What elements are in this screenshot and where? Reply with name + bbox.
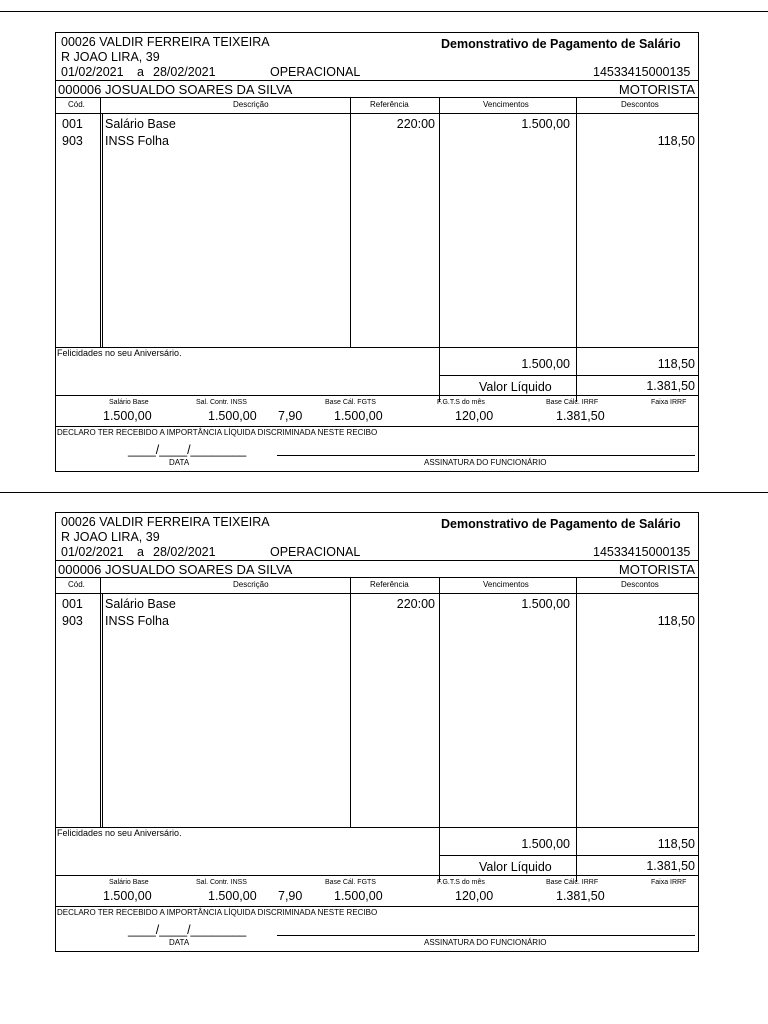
- column-line: [102, 113, 103, 347]
- employee-role: MOTORISTA: [618, 82, 695, 97]
- payslip-2: [55, 512, 699, 952]
- period-separator: a: [137, 545, 144, 559]
- label-irrf-base: Base Cálc. IRRF: [546, 879, 599, 886]
- period-end: 28/02/2021: [153, 545, 216, 559]
- divider: [56, 906, 698, 907]
- divider: [56, 426, 698, 427]
- value-inss-contribution-salary: 1.500,00: [208, 409, 257, 423]
- column-header-earnings: Vencimentos: [483, 580, 529, 589]
- column-line: [439, 577, 440, 882]
- net-value: 1.381,50: [646, 379, 695, 393]
- value-fgts-base: 1.500,00: [334, 409, 383, 423]
- row-description: Salário Base: [105, 117, 176, 131]
- period-end: 28/02/2021: [153, 65, 216, 79]
- column-header-deductions: Descontos: [621, 100, 659, 109]
- row-reference: 220:00: [396, 597, 435, 611]
- divider: [439, 855, 698, 856]
- period-start: 01/02/2021: [61, 545, 124, 559]
- value-inss-rate: 7,90: [278, 889, 303, 903]
- column-line: [576, 577, 577, 882]
- birthday-message: Felicidades no seu Aniversário.: [57, 348, 182, 358]
- column-line: [350, 577, 351, 827]
- divider: [56, 80, 698, 81]
- row-deductions: 118,50: [657, 134, 695, 148]
- divider: [56, 560, 698, 561]
- row-code: 001: [62, 117, 83, 131]
- document-title: Demonstrativo de Pagamento de Salário: [441, 37, 681, 51]
- date-label: DATA: [169, 458, 190, 467]
- row-deductions: 118,50: [657, 614, 695, 628]
- net-value: 1.381,50: [646, 859, 695, 873]
- row-code: 903: [62, 134, 83, 148]
- value-irrf-base: 1.381,50: [556, 409, 605, 423]
- page-separator-top: [0, 11, 768, 12]
- row-earnings: 1.500,00: [521, 597, 570, 611]
- divider: [56, 577, 698, 578]
- column-header-reference: Referência: [370, 100, 409, 109]
- label-irrf-base: Base Cálc. IRRF: [546, 399, 599, 406]
- department: OPERACIONAL: [270, 545, 361, 559]
- period-separator: a: [137, 65, 144, 79]
- column-line: [102, 593, 103, 827]
- row-description: INSS Folha: [105, 614, 169, 628]
- label-inss-contribution-salary: Sal. Contr. INSS: [196, 879, 247, 886]
- value-base-salary: 1.500,00: [103, 409, 152, 423]
- label-base-salary: Salário Base: [109, 879, 149, 886]
- column-header-earnings: Vencimentos: [483, 100, 529, 109]
- row-reference: 220:00: [396, 117, 435, 131]
- value-inss-rate: 7,90: [278, 409, 303, 423]
- divider: [56, 97, 698, 98]
- receipt-declaration: DECLARO TER RECEBIDO A IMPORTÂNCIA LÍQUIDA DISCRIMINADA NESTE RECIBO: [57, 428, 378, 437]
- value-fgts-month: 120,00: [455, 889, 494, 903]
- date-blank: ____/____/________: [128, 923, 247, 937]
- value-irrf-base: 1.381,50: [556, 889, 605, 903]
- column-line: [350, 97, 351, 347]
- total-deductions: 118,50: [657, 837, 695, 851]
- column-header-reference: Referência: [370, 580, 409, 589]
- divider: [439, 375, 698, 376]
- column-line: [100, 577, 101, 827]
- signature-label: ASSINATURA DO FUNCIONÁRIO: [424, 458, 547, 467]
- column-line: [576, 97, 577, 402]
- label-fgts-month: F.G.T.S do mês: [437, 399, 485, 406]
- signature-line: [277, 455, 695, 456]
- employer-cnpj: 14533415000135: [593, 545, 691, 559]
- divider: [56, 395, 698, 396]
- value-base-salary: 1.500,00: [103, 889, 152, 903]
- divider: [56, 593, 698, 594]
- label-irrf-bracket: Faixa IRRF: [651, 879, 687, 886]
- total-earnings: 1.500,00: [521, 837, 570, 851]
- receipt-declaration: DECLARO TER RECEBIDO A IMPORTÂNCIA LÍQUIDA DISCRIMINADA NESTE RECIBO: [57, 908, 378, 917]
- value-inss-contribution-salary: 1.500,00: [208, 889, 257, 903]
- total-earnings: 1.500,00: [521, 357, 570, 371]
- column-line: [439, 97, 440, 402]
- label-fgts-month: F.G.T.S do mês: [437, 879, 485, 886]
- label-fgts-base: Base Cál. FGTS: [325, 879, 376, 886]
- page-separator-middle: [0, 492, 768, 493]
- employer-address: R JOAO LIRA, 39: [61, 530, 160, 544]
- department: OPERACIONAL: [270, 65, 361, 79]
- document-title: Demonstrativo de Pagamento de Salário: [441, 517, 681, 531]
- column-header-deductions: Descontos: [621, 580, 659, 589]
- employee-name: 000006 JOSUALDO SOARES DA SILVA: [58, 82, 293, 97]
- total-deductions: 118,50: [657, 357, 695, 371]
- column-line: [100, 97, 101, 347]
- divider: [56, 875, 698, 876]
- row-code: 001: [62, 597, 83, 611]
- date-label: DATA: [169, 938, 190, 947]
- net-value-label: Valor Líquido: [479, 380, 552, 394]
- payslip-1: [55, 32, 699, 472]
- net-value-label: Valor Líquido: [479, 860, 552, 874]
- value-fgts-month: 120,00: [455, 409, 494, 423]
- row-earnings: 1.500,00: [521, 117, 570, 131]
- column-header-code: Cód.: [68, 100, 85, 109]
- employee-name: 000006 JOSUALDO SOARES DA SILVA: [58, 562, 293, 577]
- row-code: 903: [62, 614, 83, 628]
- row-description: Salário Base: [105, 597, 176, 611]
- signature-label: ASSINATURA DO FUNCIONÁRIO: [424, 938, 547, 947]
- label-inss-contribution-salary: Sal. Contr. INSS: [196, 399, 247, 406]
- signature-line: [277, 935, 695, 936]
- value-fgts-base: 1.500,00: [334, 889, 383, 903]
- label-base-salary: Salário Base: [109, 399, 149, 406]
- divider: [56, 113, 698, 114]
- label-irrf-bracket: Faixa IRRF: [651, 399, 687, 406]
- label-fgts-base: Base Cál. FGTS: [325, 399, 376, 406]
- employer-cnpj: 14533415000135: [593, 65, 691, 79]
- birthday-message: Felicidades no seu Aniversário.: [57, 828, 182, 838]
- column-header-description: Descrição: [233, 580, 269, 589]
- employee-role: MOTORISTA: [618, 562, 695, 577]
- column-header-description: Descrição: [233, 100, 269, 109]
- date-blank: ____/____/________: [128, 443, 247, 457]
- column-header-code: Cód.: [68, 580, 85, 589]
- employer-name: 00026 VALDIR FERREIRA TEIXEIRA: [61, 35, 270, 49]
- employer-address: R JOAO LIRA, 39: [61, 50, 160, 64]
- row-description: INSS Folha: [105, 134, 169, 148]
- period-start: 01/02/2021: [61, 65, 124, 79]
- employer-name: 00026 VALDIR FERREIRA TEIXEIRA: [61, 515, 270, 529]
